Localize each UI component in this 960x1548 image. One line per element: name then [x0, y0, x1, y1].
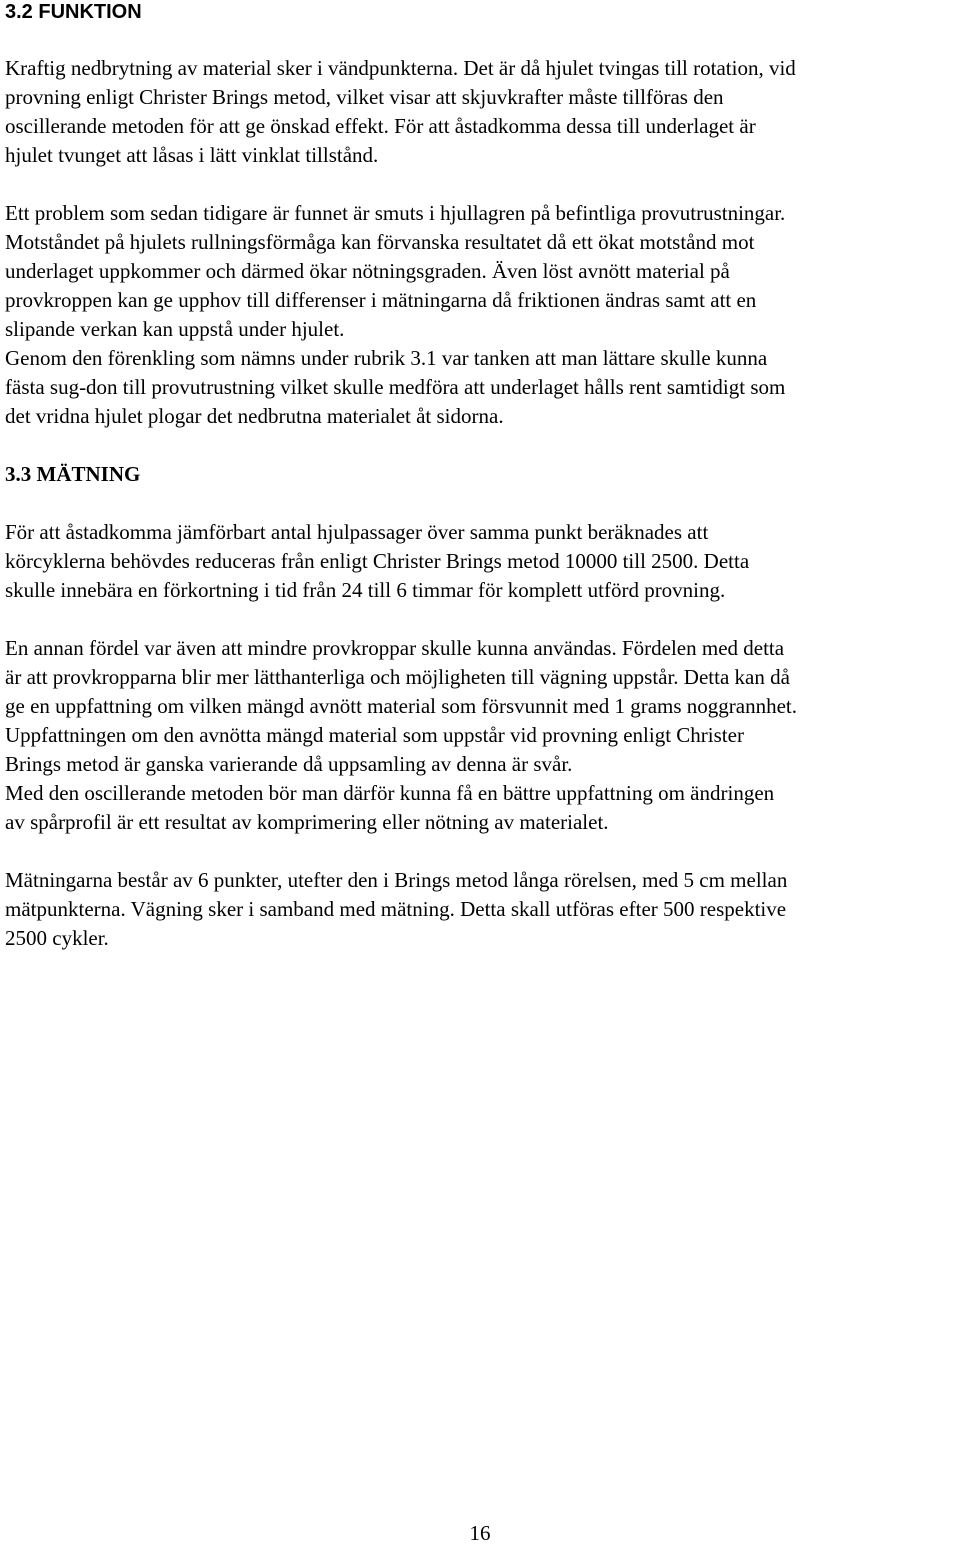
text-line: Uppfattningen om den avnötta mängd material som uppstår vid provning enligt Christer: [5, 723, 744, 747]
text-line: underlaget uppkommer och därmed ökar nötningsgraden. Även löst avnött material på: [5, 259, 730, 283]
text-line: provkroppen kan ge upphov till differenser i mätningarna då friktionen ändras samt att en: [5, 288, 757, 312]
text-line: Ett problem som sedan tidigare är funnet är smuts i hjullagren på befintliga provutrustningar.: [5, 201, 786, 225]
text-line: mätpunkterna. Vägning sker i samband med mätning. Detta skall utföras efter 500 respektive: [5, 897, 787, 921]
text-line: slipande verkan kan uppstå under hjulet.: [5, 317, 345, 341]
text-line: Motståndet på hjulets rullningsförmåga kan förvanska resultatet då ett ökat motstånd mot: [5, 230, 755, 254]
paragraph-matning-2: [5, 634, 957, 837]
spacer: [5, 837, 957, 866]
spacer: [5, 24, 957, 54]
section-heading-matning: 3.3 MÄTNING: [5, 462, 141, 486]
spacer: [5, 489, 957, 518]
document-page: [5, 0, 957, 953]
text-line: En annan fördel var även att mindre provkroppar skulle kunna användas. Fördelen med detta: [5, 636, 785, 660]
text-line: är att provkropparna blir mer lätthanterliga och möjligheten till vägning uppstår. Detta kan då: [5, 665, 790, 689]
paragraph-matning-1: [5, 518, 957, 605]
spacer: [5, 431, 957, 460]
text-line: Med den oscillerande metoden bör man därför kunna få en bättre uppfattning om ändringen: [5, 781, 775, 805]
paragraph-funktion-1: [5, 54, 957, 170]
text-line: Brings metod är ganska varierande då uppsamling av denna är svår.: [5, 752, 573, 776]
text-line: skulle innebära en förkortning i tid från 24 till 6 timmar för komplett utförd provning.: [5, 578, 726, 602]
text-line: Kraftig nedbrytning av material sker i vändpunkterna. Det är då hjulet tvingas till rotation, vid: [5, 56, 796, 80]
text-line: det vridna hjulet plogar det nedbrutna materialet åt sidorna.: [5, 404, 504, 428]
page-number: 16: [469, 1521, 491, 1545]
paragraph-funktion-2: [5, 199, 957, 431]
section-heading-funktion: 3.2 FUNKTION: [5, 1, 142, 23]
text-line: oscillerande metoden för att ge önskad effekt. För att åstadkomma dessa till underlaget är: [5, 114, 756, 138]
text-line: För att åstadkomma jämförbart antal hjulpassager över samma punkt beräknades att: [5, 520, 709, 544]
text-line: hjulet tvunget att låsas i lätt vinklat tillstånd.: [5, 143, 379, 167]
text-line: Genom den förenkling som nämns under rubrik 3.1 var tanken att man lättare skulle kunna: [5, 346, 768, 370]
text-line: av spårprofil är ett resultat av komprimering eller nötning av materialet.: [5, 810, 609, 834]
text-line: ge en uppfattning om vilken mängd avnött material som försvunnit med 1 grams noggrannhet.: [5, 694, 798, 718]
text-line: provning enligt Christer Brings metod, vilket visar att skjuvkrafter måste tillföras den: [5, 85, 724, 109]
paragraph-matning-3: [5, 866, 957, 953]
text-line: fästa sug-don till provutrustning vilket skulle medföra att underlaget hålls rent samtidigt som: [5, 375, 786, 399]
text-line: körcyklerna behövdes reduceras från enligt Christer Brings metod 10000 till 2500. Detta: [5, 549, 750, 573]
spacer: [5, 605, 957, 634]
text-line: 2500 cykler.: [5, 926, 109, 950]
text-line: Mätningarna består av 6 punkter, utefter den i Brings metod långa rörelsen, med 5 cm mellan: [5, 868, 788, 892]
spacer: [5, 170, 957, 199]
